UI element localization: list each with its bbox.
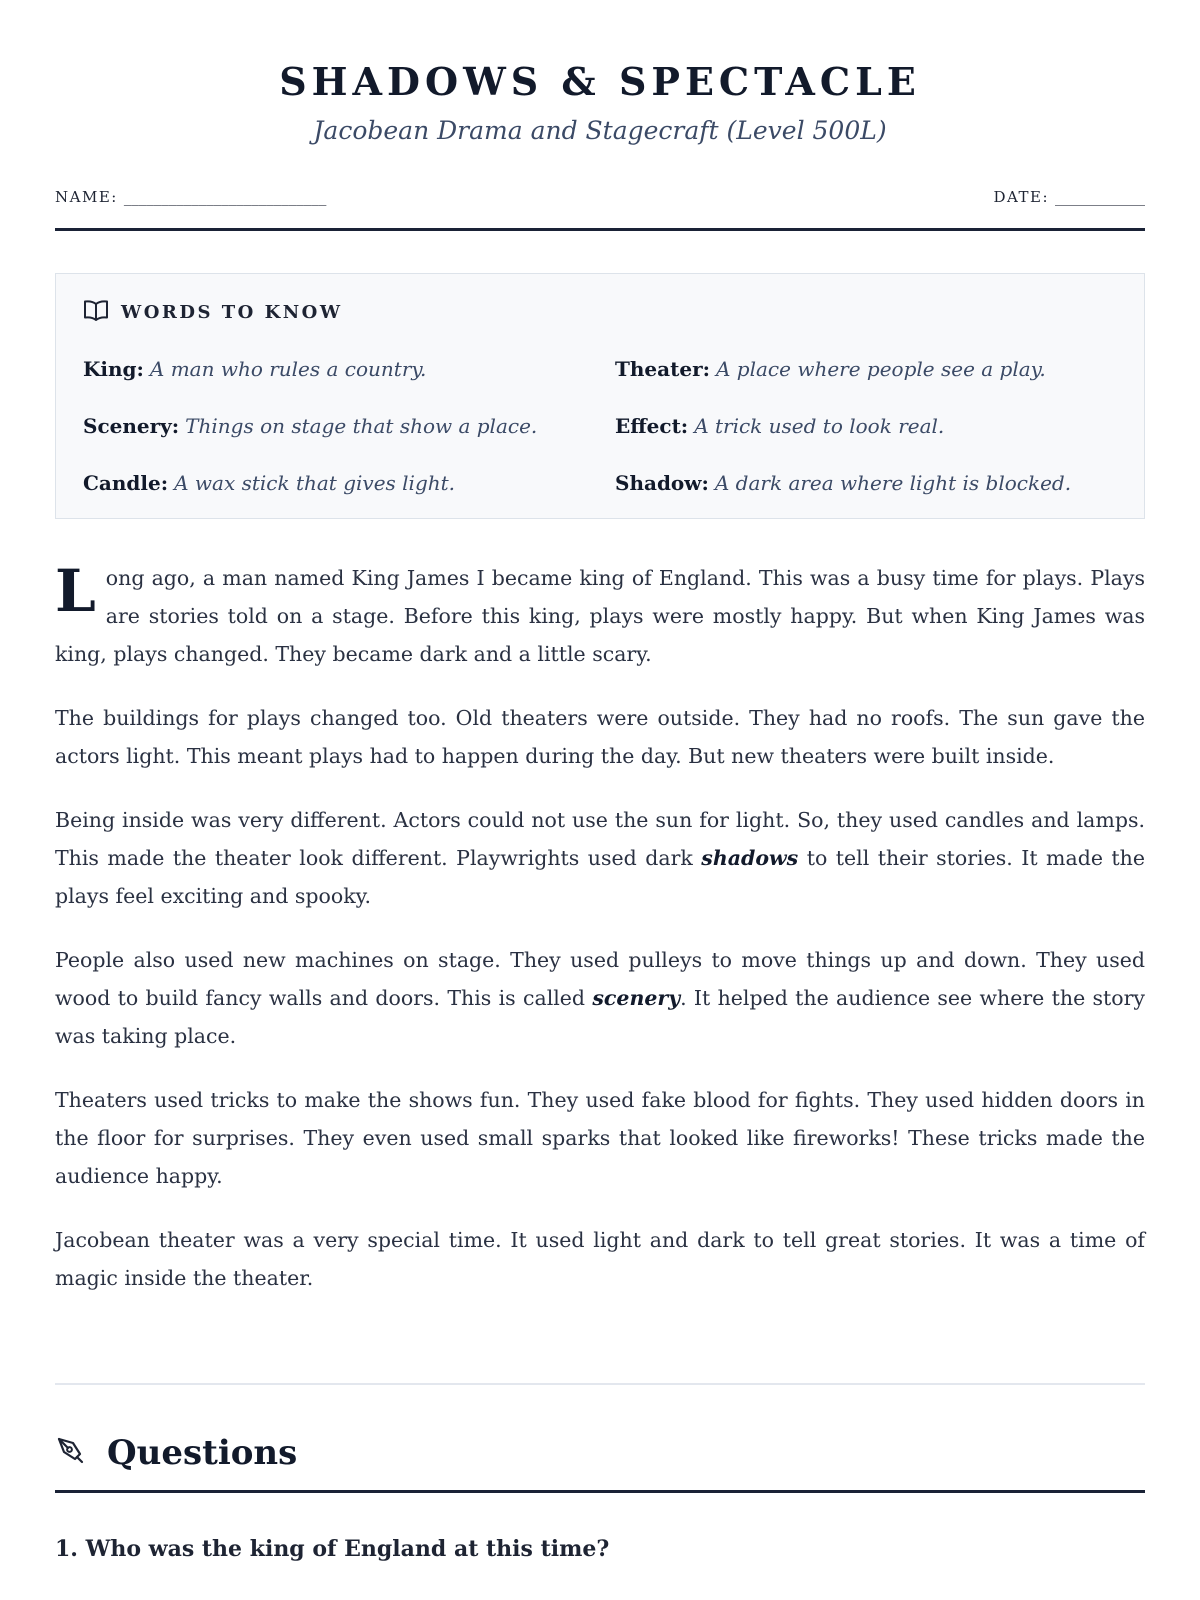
section-divider xyxy=(55,1383,1145,1385)
passage-paragraph-6: Jacobean theater was a very special time. It used light and dark to tell great stories. It was a time of magic inside the theater. xyxy=(55,1228,1145,1290)
name-line[interactable]: ___________________________ xyxy=(123,188,327,206)
vocab-highlight: shadows xyxy=(701,846,799,870)
questions-heading xyxy=(55,1430,1145,1476)
reading-passage xyxy=(55,559,1145,1297)
vocab-definition: A dark area where light is blocked. xyxy=(714,471,1072,495)
name-label: NAME: xyxy=(55,188,118,206)
words-to-know-box xyxy=(55,273,1145,519)
question-item: 1. Who was the king of England at this time? xyxy=(55,1536,610,1562)
vocab-term: King: xyxy=(83,357,144,381)
vocab-definition: A wax stick that gives light. xyxy=(174,471,456,495)
pen-nib-icon xyxy=(55,1430,107,1476)
date-field[interactable] xyxy=(993,188,1145,206)
passage-paragraph-5: Theaters used tricks to make the shows fun. They used fake blood for fights. They used hidden doors in the floor for surprises. They even used small sparks that looked like fireworks! These tricks made the audience happy. xyxy=(55,1088,1145,1188)
vocab-term: Theater: xyxy=(615,357,710,381)
words-to-know-heading xyxy=(83,298,1117,327)
vocab-item xyxy=(83,455,585,512)
passage-paragraph-2: The buildings for plays changed too. Old theaters were outside. They had no roofs. The sun gave the actors light. This meant plays had to happen during the day. But new theaters were built inside. xyxy=(55,706,1145,768)
header-divider xyxy=(55,228,1145,231)
passage-paragraph-1 xyxy=(55,559,1145,673)
vocab-highlight: scenery xyxy=(592,986,681,1010)
words-to-know-title: WORDS TO KNOW xyxy=(121,302,343,323)
vocab-item xyxy=(615,455,1117,512)
paragraph-text: to tell their stories. It made the plays feel exciting and spooky. xyxy=(55,846,1145,908)
vocab-item xyxy=(615,398,1117,455)
name-date-row xyxy=(55,188,1145,206)
paragraph-text: People also used new machines on stage. They used pulleys to move things up and down. They used wood to build fancy walls and doors. This is called xyxy=(55,948,1145,1010)
vocab-term: Effect: xyxy=(615,414,689,438)
vocab-definition: A trick used to look real. xyxy=(694,414,945,438)
paragraph-text: Being inside was very different. Actors could not use the sun for light. So, they used candles and lamps. This made the theater look different. Playwrights used dark xyxy=(55,808,1145,870)
drop-cap: L xyxy=(55,557,96,625)
passage-paragraph-4 xyxy=(55,941,1145,1055)
date-label: DATE: xyxy=(993,188,1049,206)
passage-paragraph-3 xyxy=(55,801,1145,915)
name-field[interactable] xyxy=(55,188,326,206)
vocab-definition: A place where people see a play. xyxy=(716,357,1046,381)
vocab-grid xyxy=(83,341,1117,512)
questions-divider xyxy=(55,1490,1145,1493)
page-title: SHADOWS & SPECTACLE xyxy=(279,59,921,104)
paragraph-text: ong ago, a man named King James I became king of England. This was a busy time for plays. Plays are stories told on a stage. Before this king, plays were mostly happy. But when King James was king, plays changed. They became dark and a little scary. xyxy=(55,566,1145,666)
vocab-definition: Things on stage that show a place. xyxy=(185,414,538,438)
vocab-item xyxy=(83,398,585,455)
questions-title: Questions xyxy=(107,1433,298,1473)
vocab-term: Shadow: xyxy=(615,471,709,495)
vocab-item xyxy=(615,341,1117,398)
paragraph-text: . It helped the audience see where the story was taking place. xyxy=(55,986,1145,1048)
book-open-icon xyxy=(83,298,121,327)
date-line[interactable]: ____________ xyxy=(1055,188,1145,206)
vocab-term: Candle: xyxy=(83,471,169,495)
vocab-definition: A man who rules a country. xyxy=(149,357,427,381)
page-subtitle: Jacobean Drama and Stagecraft (Level 500L) xyxy=(313,116,887,145)
vocab-term: Scenery: xyxy=(83,414,180,438)
vocab-item xyxy=(83,341,585,398)
